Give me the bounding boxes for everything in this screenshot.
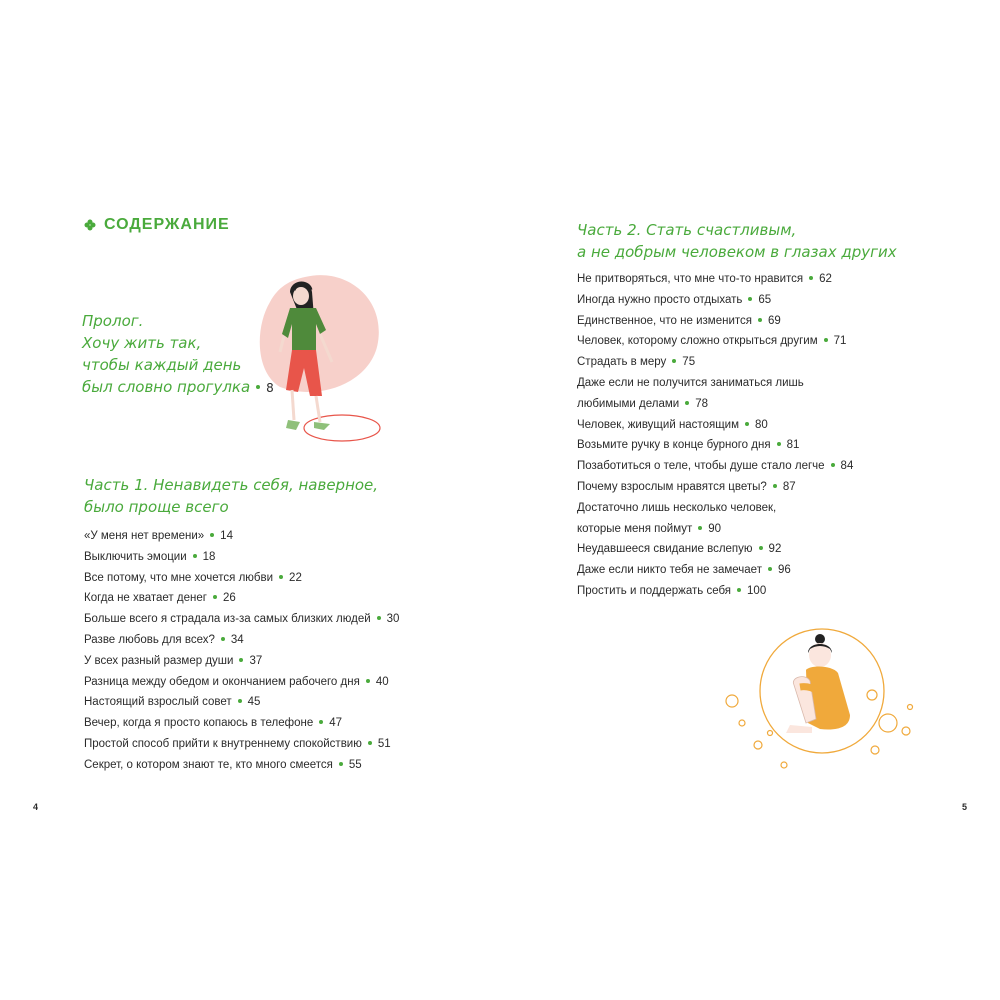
part1-toc-list <box>84 526 399 776</box>
toc-entry-page: 100 <box>747 584 767 597</box>
bullet-dot <box>737 588 741 592</box>
toc-entry-page: 26 <box>222 592 236 605</box>
prolog-line: Пролог. <box>82 312 144 330</box>
bullet-dot <box>831 463 835 467</box>
toc-entry-title: Позаботиться о теле, чтобы душе стало легче <box>577 460 825 473</box>
part2-title-line: а не добрым человеком в глазах других <box>577 243 897 261</box>
part2-title <box>577 219 897 263</box>
bullet-dot <box>672 359 676 363</box>
toc-entry[interactable] <box>577 456 853 477</box>
toc-entry-page: 47 <box>329 717 343 730</box>
flower-icon <box>84 219 96 231</box>
toc-entry-title: Даже если не получится заниматься лишь <box>577 376 804 389</box>
toc-entry-title: Иногда нужно просто отдыхать <box>577 293 743 306</box>
toc-entry-title: Все потому, что мне хочется любви <box>84 571 274 584</box>
bullet-dot <box>368 741 372 745</box>
toc-entry-title: Разница между обедом и окончанием рабочего дня <box>84 675 360 688</box>
toc-entry-title: Разве любовь для всех? <box>84 633 215 646</box>
toc-entry[interactable] <box>84 651 399 672</box>
toc-entry-title: У всех разный размер души <box>84 654 234 667</box>
bullet-dot <box>748 297 752 301</box>
prolog-page: 8 <box>266 381 274 395</box>
toc-entry[interactable] <box>577 477 853 498</box>
toc-entry-page: 34 <box>230 633 244 646</box>
toc-entry-page: 22 <box>289 571 302 584</box>
toc-entry-page: 40 <box>375 675 389 688</box>
toc-entry-page: 96 <box>777 564 791 577</box>
part1-title-line: Часть 1. Ненавидеть себя, наверное, <box>84 476 379 494</box>
toc-entry-page: 87 <box>782 480 796 493</box>
bullet-dot <box>213 595 217 599</box>
toc-entry[interactable] <box>577 352 853 373</box>
toc-entry-title: Когда не хватает денег <box>84 592 207 605</box>
toc-entry[interactable] <box>84 734 399 755</box>
bullet-dot <box>339 762 343 766</box>
bullet-dot <box>685 401 689 405</box>
bullet-dot <box>366 679 370 683</box>
bullet-dot <box>698 526 702 530</box>
toc-entry-page: 30 <box>386 613 400 626</box>
toc-entry-page: 62 <box>819 273 832 285</box>
prolog-entry[interactable] <box>82 310 274 399</box>
prolog-line: был словно прогулка <box>82 378 251 396</box>
toc-entry-title: Простить и поддержать себя <box>577 584 732 597</box>
toc-entry[interactable] <box>577 539 853 560</box>
toc-entry-title: Секрет, о котором знают те, кто много смеется <box>84 758 333 771</box>
toc-entry-title: Даже если никто тебя не замечает <box>577 564 762 577</box>
bullet-dot <box>319 720 323 724</box>
bullet-dot <box>239 658 243 662</box>
prolog-line: Хочу жить так, <box>82 334 202 352</box>
toc-entry-page: 84 <box>840 460 854 473</box>
toc-entry[interactable] <box>84 755 399 776</box>
toc-entry[interactable] <box>84 692 399 713</box>
toc-entry[interactable] <box>84 547 399 568</box>
toc-entry-page: 75 <box>682 356 696 369</box>
bullet-dot <box>759 546 763 550</box>
bullet-dot <box>377 616 381 620</box>
toc-entry-page: 65 <box>758 293 772 306</box>
toc-entry[interactable] <box>84 588 399 609</box>
toc-entry-page: 92 <box>768 543 782 556</box>
toc-entry-title: Возьмите ручку в конце бурного дня <box>577 439 771 452</box>
sitting-girl-bubble-illustration <box>720 615 920 775</box>
contents-title: СОДЕРЖАНИЕ <box>104 216 230 233</box>
bullet-dot <box>745 422 749 426</box>
part1-title-line: было проще всего <box>84 498 229 516</box>
part1-title <box>84 474 378 518</box>
bullet-dot <box>193 554 197 558</box>
toc-entry-title: Человек, живущий настоящим <box>577 418 739 431</box>
toc-entry-title: «У меня нет времени» <box>84 530 205 542</box>
toc-entry-page: 90 <box>708 522 722 535</box>
toc-entry-title: Простой способ прийти к внутреннему спокойствию <box>84 737 362 750</box>
toc-entry[interactable] <box>577 415 853 436</box>
bullet-dot <box>809 276 813 280</box>
toc-entry-page: 45 <box>247 696 261 709</box>
toc-entry-page: 14 <box>220 530 233 542</box>
toc-entry[interactable] <box>577 311 853 332</box>
part2-toc-list <box>577 269 853 602</box>
toc-entry-page: 81 <box>786 439 800 452</box>
bullet-dot <box>773 484 777 488</box>
bullet-dot <box>768 567 772 571</box>
contents-heading <box>84 216 230 234</box>
toc-entry-title: Не притворяться, что мне что-то нравится <box>577 273 804 285</box>
toc-entry[interactable] <box>577 435 853 456</box>
bullet-dot <box>279 575 283 579</box>
page-number-right: 5 <box>962 802 968 812</box>
toc-entry-page: 78 <box>695 397 708 410</box>
toc-entry[interactable] <box>84 526 399 547</box>
toc-entry[interactable] <box>577 373 853 415</box>
toc-entry-page: 80 <box>755 418 768 431</box>
toc-entry-title-cont: любимыми делами <box>577 397 680 410</box>
toc-entry-title: Выключить эмоции <box>84 550 187 563</box>
toc-entry-page: 55 <box>348 758 362 771</box>
toc-entry-title: Больше всего я страдала из-за самых близких людей <box>84 613 371 626</box>
bullet-dot <box>210 533 214 537</box>
toc-entry[interactable] <box>84 568 399 589</box>
bullet-dot <box>777 442 781 446</box>
bullet-dot <box>758 318 762 322</box>
toc-entry-title: Почему взрослым нравятся цветы? <box>577 480 767 493</box>
toc-entry[interactable] <box>84 713 399 734</box>
toc-entry-title: Человек, которому сложно открыться другим <box>577 335 818 348</box>
toc-entry-page: 18 <box>202 550 216 563</box>
bullet-dot <box>824 338 828 342</box>
toc-entry-title: Достаточно лишь несколько человек, <box>577 501 777 514</box>
bullet-dot <box>238 699 242 703</box>
toc-entry[interactable] <box>84 672 399 693</box>
toc-entry[interactable] <box>577 290 853 311</box>
toc-entry-title: Вечер, когда я просто копаюсь в телефоне <box>84 717 314 730</box>
toc-entry[interactable] <box>577 581 853 602</box>
toc-entry-title-cont: которые меня поймут <box>577 522 693 535</box>
toc-entry-title: Единственное, что не изменится <box>577 314 752 327</box>
toc-entry[interactable] <box>577 498 853 540</box>
toc-entry-title: Страдать в меру <box>577 356 667 369</box>
toc-entry-title: Неудавшееся свидание вслепую <box>577 543 753 556</box>
toc-entry-page: 37 <box>249 654 263 667</box>
toc-entry-title: Настоящий взрослый совет <box>84 696 232 709</box>
part2-title-line: Часть 2. Стать счастливым, <box>577 221 797 239</box>
toc-entry[interactable] <box>577 269 853 290</box>
toc-entry[interactable] <box>577 560 853 581</box>
bullet-dot <box>256 385 260 389</box>
toc-entry[interactable] <box>84 609 399 630</box>
prolog-line: чтобы каждый день <box>82 356 242 374</box>
bullet-dot <box>221 637 225 641</box>
toc-entry-page: 71 <box>833 335 847 348</box>
toc-entry-page: 69 <box>767 314 781 327</box>
toc-entry[interactable] <box>84 630 399 651</box>
toc-entry[interactable] <box>577 331 853 352</box>
page-number-left: 4 <box>33 802 39 812</box>
toc-entry-page: 51 <box>377 737 391 750</box>
